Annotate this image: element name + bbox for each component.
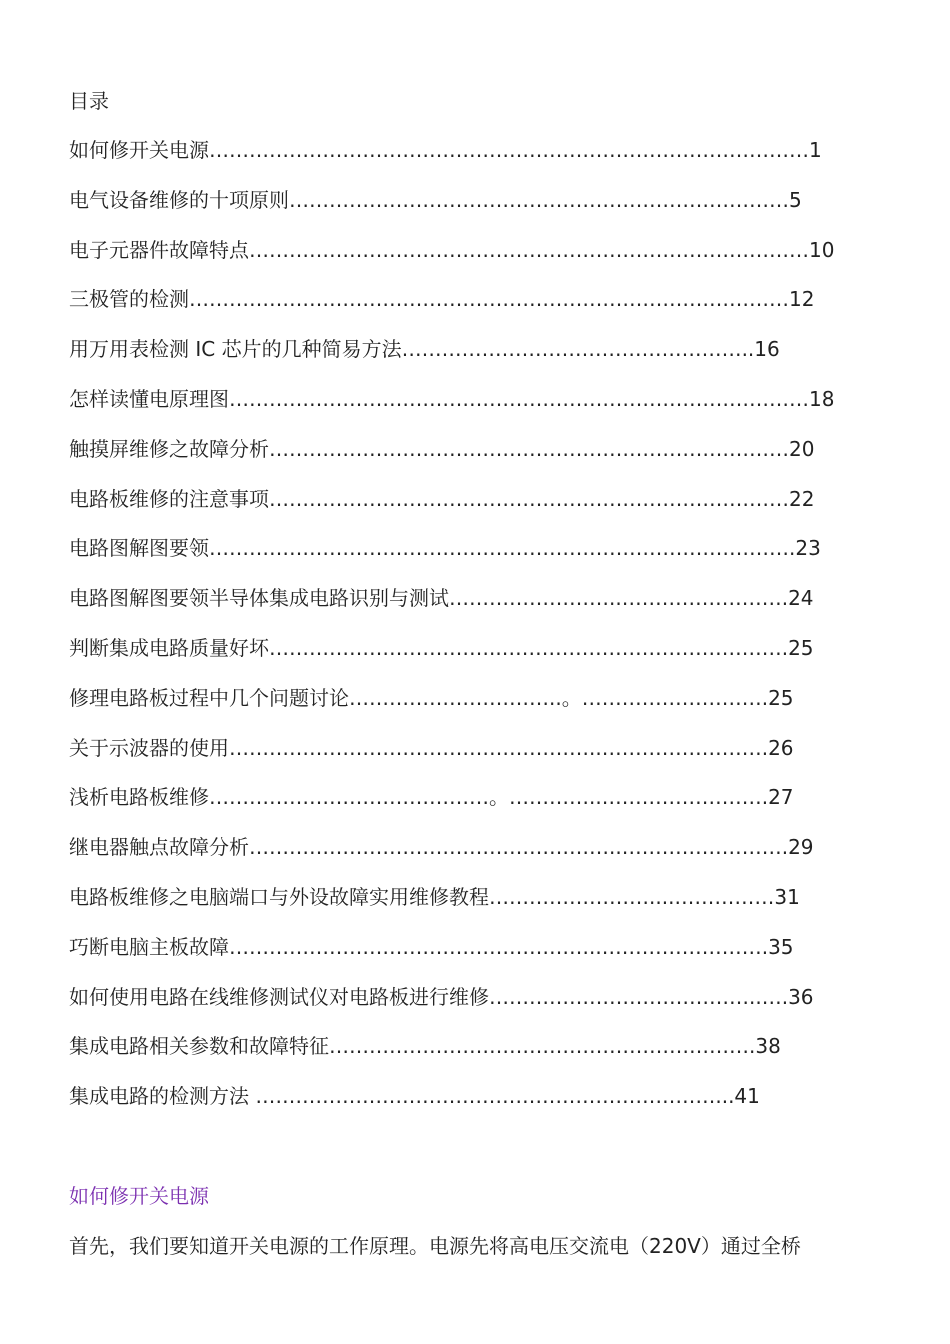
toc-entry[interactable] <box>69 436 889 486</box>
toc-entry-text: 用万用表检测 IC 芯片的几种简易方法……………………………………………..16 <box>69 337 780 362</box>
toc-list <box>69 137 889 1133</box>
toc-entry[interactable] <box>69 984 889 1034</box>
toc-entry-text: 电路图解图要领…………………………………………………………………………….23 <box>69 536 821 561</box>
toc-entry-text: 电子元器件故障特点…………………………………………………………………………10 <box>69 237 835 262</box>
toc-entry[interactable] <box>69 336 889 386</box>
toc-entry[interactable] <box>69 137 889 187</box>
toc-entry[interactable] <box>69 934 889 984</box>
toc-entry[interactable] <box>69 685 889 735</box>
toc-entry[interactable] <box>69 834 889 884</box>
toc-entry-text: 修理电路板过程中几个问题讨论…………………………..。……………………….25 <box>69 685 794 710</box>
toc-entry-text: 电路板维修的注意事项……………………………………………………………………22 <box>69 486 815 511</box>
toc-entry[interactable] <box>69 884 889 934</box>
toc-entry-text: 集成电路相关参数和故障特征……………………………………………………….38 <box>69 1034 781 1059</box>
toc-entry[interactable] <box>69 1083 889 1133</box>
toc-entry-text: 集成电路的检测方法 ……………………………………………………………...41 <box>69 1084 760 1109</box>
toc-entry-text: 电路图解图要领半导体集成电路识别与测试……………………..…………………….24 <box>69 586 814 611</box>
toc-entry[interactable] <box>69 486 889 536</box>
toc-entry[interactable] <box>69 784 889 834</box>
toc-entry[interactable] <box>69 1033 889 1083</box>
toc-entry[interactable] <box>69 386 889 436</box>
toc-entry-text: 电路板维修之电脑端口与外设故障实用维修教程……………………....……………31 <box>69 884 800 909</box>
toc-entry[interactable] <box>69 237 889 287</box>
toc-entry[interactable] <box>69 585 889 635</box>
toc-entry-text: 触摸屏维修之故障分析……………………………………………………………………20 <box>69 436 815 461</box>
toc-entry-text: 浅析电路板维修……………………………………。…………..…………………….27 <box>69 785 794 810</box>
toc-title: 目录 <box>69 89 109 113</box>
toc-entry[interactable] <box>69 635 889 685</box>
toc-entry-text: 巧断电脑主板故障………………………………………………..…………………….35 <box>69 934 794 959</box>
toc-entry-text: 电气设备维修的十项原则…………………………………………………………………5 <box>69 187 802 212</box>
toc-entry-text: 如何修开关电源………………………………………………………………………………1 <box>69 138 822 162</box>
toc-entry-text: 如何使用电路在线维修测试仪对电路板进行维修…………………………………..….36 <box>69 984 814 1009</box>
toc-entry-text: 关于示波器的使用………………………………………………..…………………….26 <box>69 735 794 760</box>
toc-entry[interactable] <box>69 187 889 237</box>
toc-entry[interactable] <box>69 535 889 585</box>
toc-entry-text: 怎样读懂电原理图……………………………………………………………………………18 <box>69 386 835 411</box>
toc-entry[interactable] <box>69 286 889 336</box>
body-paragraph: 首先，我们要知道开关电源的工作原理。电源先将高电压交流电（220V）通过全桥 <box>69 1234 801 1258</box>
section-heading: 如何修开关电源 <box>69 1184 209 1208</box>
toc-entry-text: 三极管的检测………………………………………………………………………………12 <box>69 287 815 312</box>
toc-entry[interactable] <box>69 735 889 785</box>
toc-entry-text: 继电器触点故障分析………………………………………………..…………………….29 <box>69 835 814 860</box>
toc-entry-text: 判断集成电路质量好坏……………………………..…………………………………….25 <box>69 635 814 660</box>
